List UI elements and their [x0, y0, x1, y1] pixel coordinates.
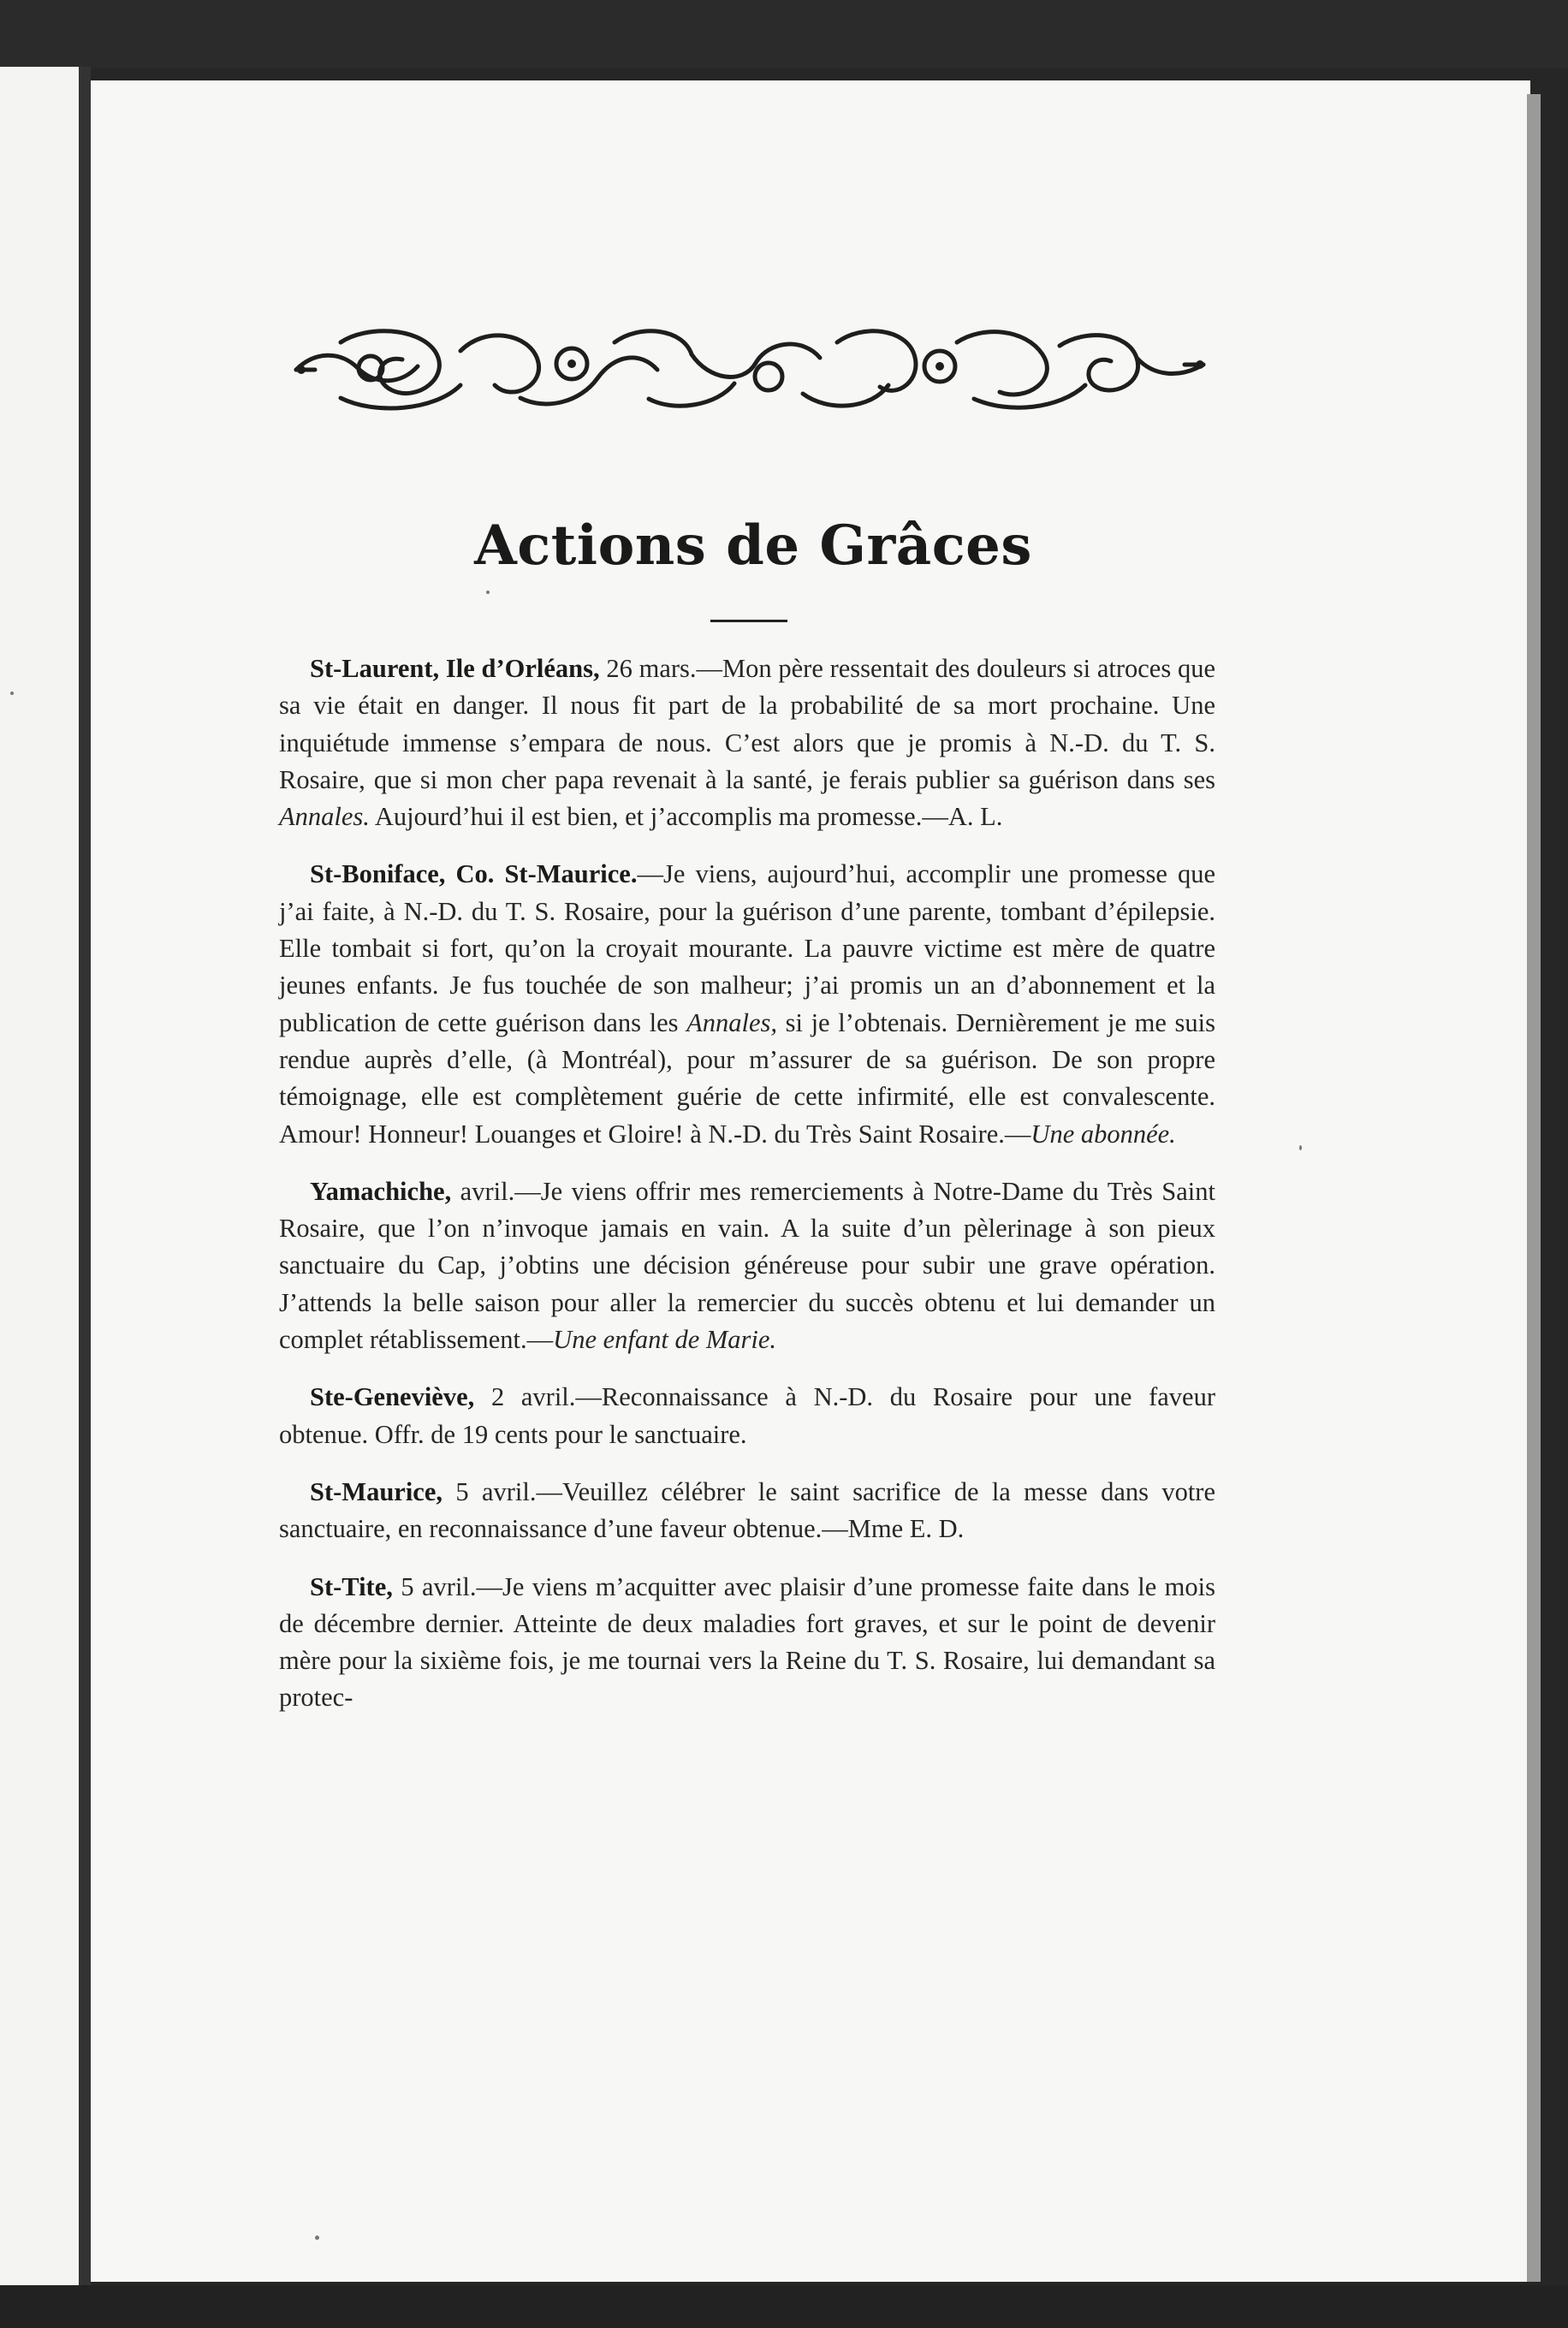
- scan-background-bottom: [0, 2285, 1568, 2328]
- entry-text: 5 avril.—Veuillez célébrer le saint sacrifice de la messe dans votre sanctuaire, en reconnaissance d’une faveur obtenue.—Mme E. D.: [279, 1476, 1215, 1544]
- entry-tail: Aujourd’hui il est bien, et j’accomplis ma promesse.—A. L.: [369, 802, 1003, 832]
- entry-text: avril.—Je viens offrir mes remerciements à Notre-Dame du Très Saint Rosaire, que l’on n’invoque jamais en vain. A la suite d’un pèlerinage à son pieux sanctuaire du Cap, j’obtins une décision généreuse pour subir une grave opération. J’attends la belle saison pour aller la remercier du succès obtenu et lui demander un complet rétablissement.—: [279, 1176, 1215, 1355]
- entries-column: [279, 650, 1215, 1737]
- entry-emphasis: Annales.: [279, 802, 370, 832]
- scan-speck: [10, 692, 14, 695]
- entry-text: 5 avril.—Je viens m’acquitter avec plaisir d’une promesse faite dans le mois de décembre dernier. Atteinte de deux maladies fort graves, et sur le point de devenir mère pour la sixième fois, je me tournai vers la Reine du T. S. Rosaire, lui demandant sa protec-: [279, 1571, 1215, 1713]
- entry-place: Ste-Geneviève,: [310, 1382, 475, 1412]
- page-edge-shadow: [1527, 94, 1541, 2282]
- scan-background-top: [0, 0, 1568, 68]
- previous-page-edge: [0, 67, 79, 2285]
- entry-place: St-Laurent, Ile d’Orléans,: [310, 654, 600, 683]
- entry-text: 26 mars.—Mon père ressentait des douleurs si atroces que sa vie était en danger. Il nous fit part de la probabilité de sa mort prochaine. Une inquiétude immense s’empara de nous. C’est alors que je promis à N.-D. du T. S. Rosaire, que si mon cher papa revenait à la santé, je ferais publier sa guérison dans ses: [279, 654, 1215, 794]
- entry-place: St-Tite,: [310, 1571, 393, 1601]
- entry-signature: Une enfant de Marie.: [553, 1325, 777, 1355]
- entry-st-boniface: [279, 856, 1215, 1152]
- entry-place: Yamachiche,: [310, 1176, 452, 1206]
- title-divider: [710, 620, 787, 622]
- page-title: Actions de Grâces: [474, 514, 1032, 578]
- book-gutter: [79, 67, 91, 2285]
- entry-yamachiche: [279, 1173, 1215, 1358]
- scan-speck: [315, 2236, 319, 2240]
- entry-tail: si je l’obtenais. Dernièrement je me suis rendue auprès d’elle, (à Montréal), pour m’assurer de sa guérison. De son propre témoignage, elle est complètement guérie de cette infirmité, elle est convalescente. Amour! Honneur! Louanges et Gloire! à N.-D. du Très Saint Rosaire.—: [279, 1007, 1215, 1149]
- entry-st-laurent: [279, 650, 1215, 835]
- entry-place: St-Boniface, Co. St-Maurice.: [310, 859, 638, 889]
- entry-emphasis: Annales,: [686, 1007, 777, 1037]
- entry-ste-genevieve: [279, 1379, 1215, 1453]
- entry-st-tite: [279, 1569, 1215, 1717]
- scan-speck: [1299, 1145, 1302, 1150]
- scan-speck: [486, 591, 490, 594]
- entry-place: St-Maurice,: [310, 1476, 442, 1506]
- entry-st-maurice: [279, 1474, 1215, 1548]
- entry-text: —Je viens, aujourd’hui, accomplir une promesse que j’ai faite, à N.-D. du T. S. Rosaire, pour la guérison d’une parente, tombant d’épilepsie. Elle tombait si fort, qu’on la croyait mourante. La pauvre victime est mère de quatre jeunes enfants. Je fus touchée de son malheur; j’ai promis un an d’abonnement et la publication de cette guérison dans les: [279, 859, 1215, 1037]
- entry-signature: Une abonnée.: [1030, 1119, 1176, 1149]
- scroll-ornament-icon: [289, 317, 1210, 419]
- entry-text: 2 avril.—Reconnaissance à N.-D. du Rosaire pour une faveur obtenue. Offr. de 19 cents pour le sanctuaire.: [279, 1382, 1215, 1449]
